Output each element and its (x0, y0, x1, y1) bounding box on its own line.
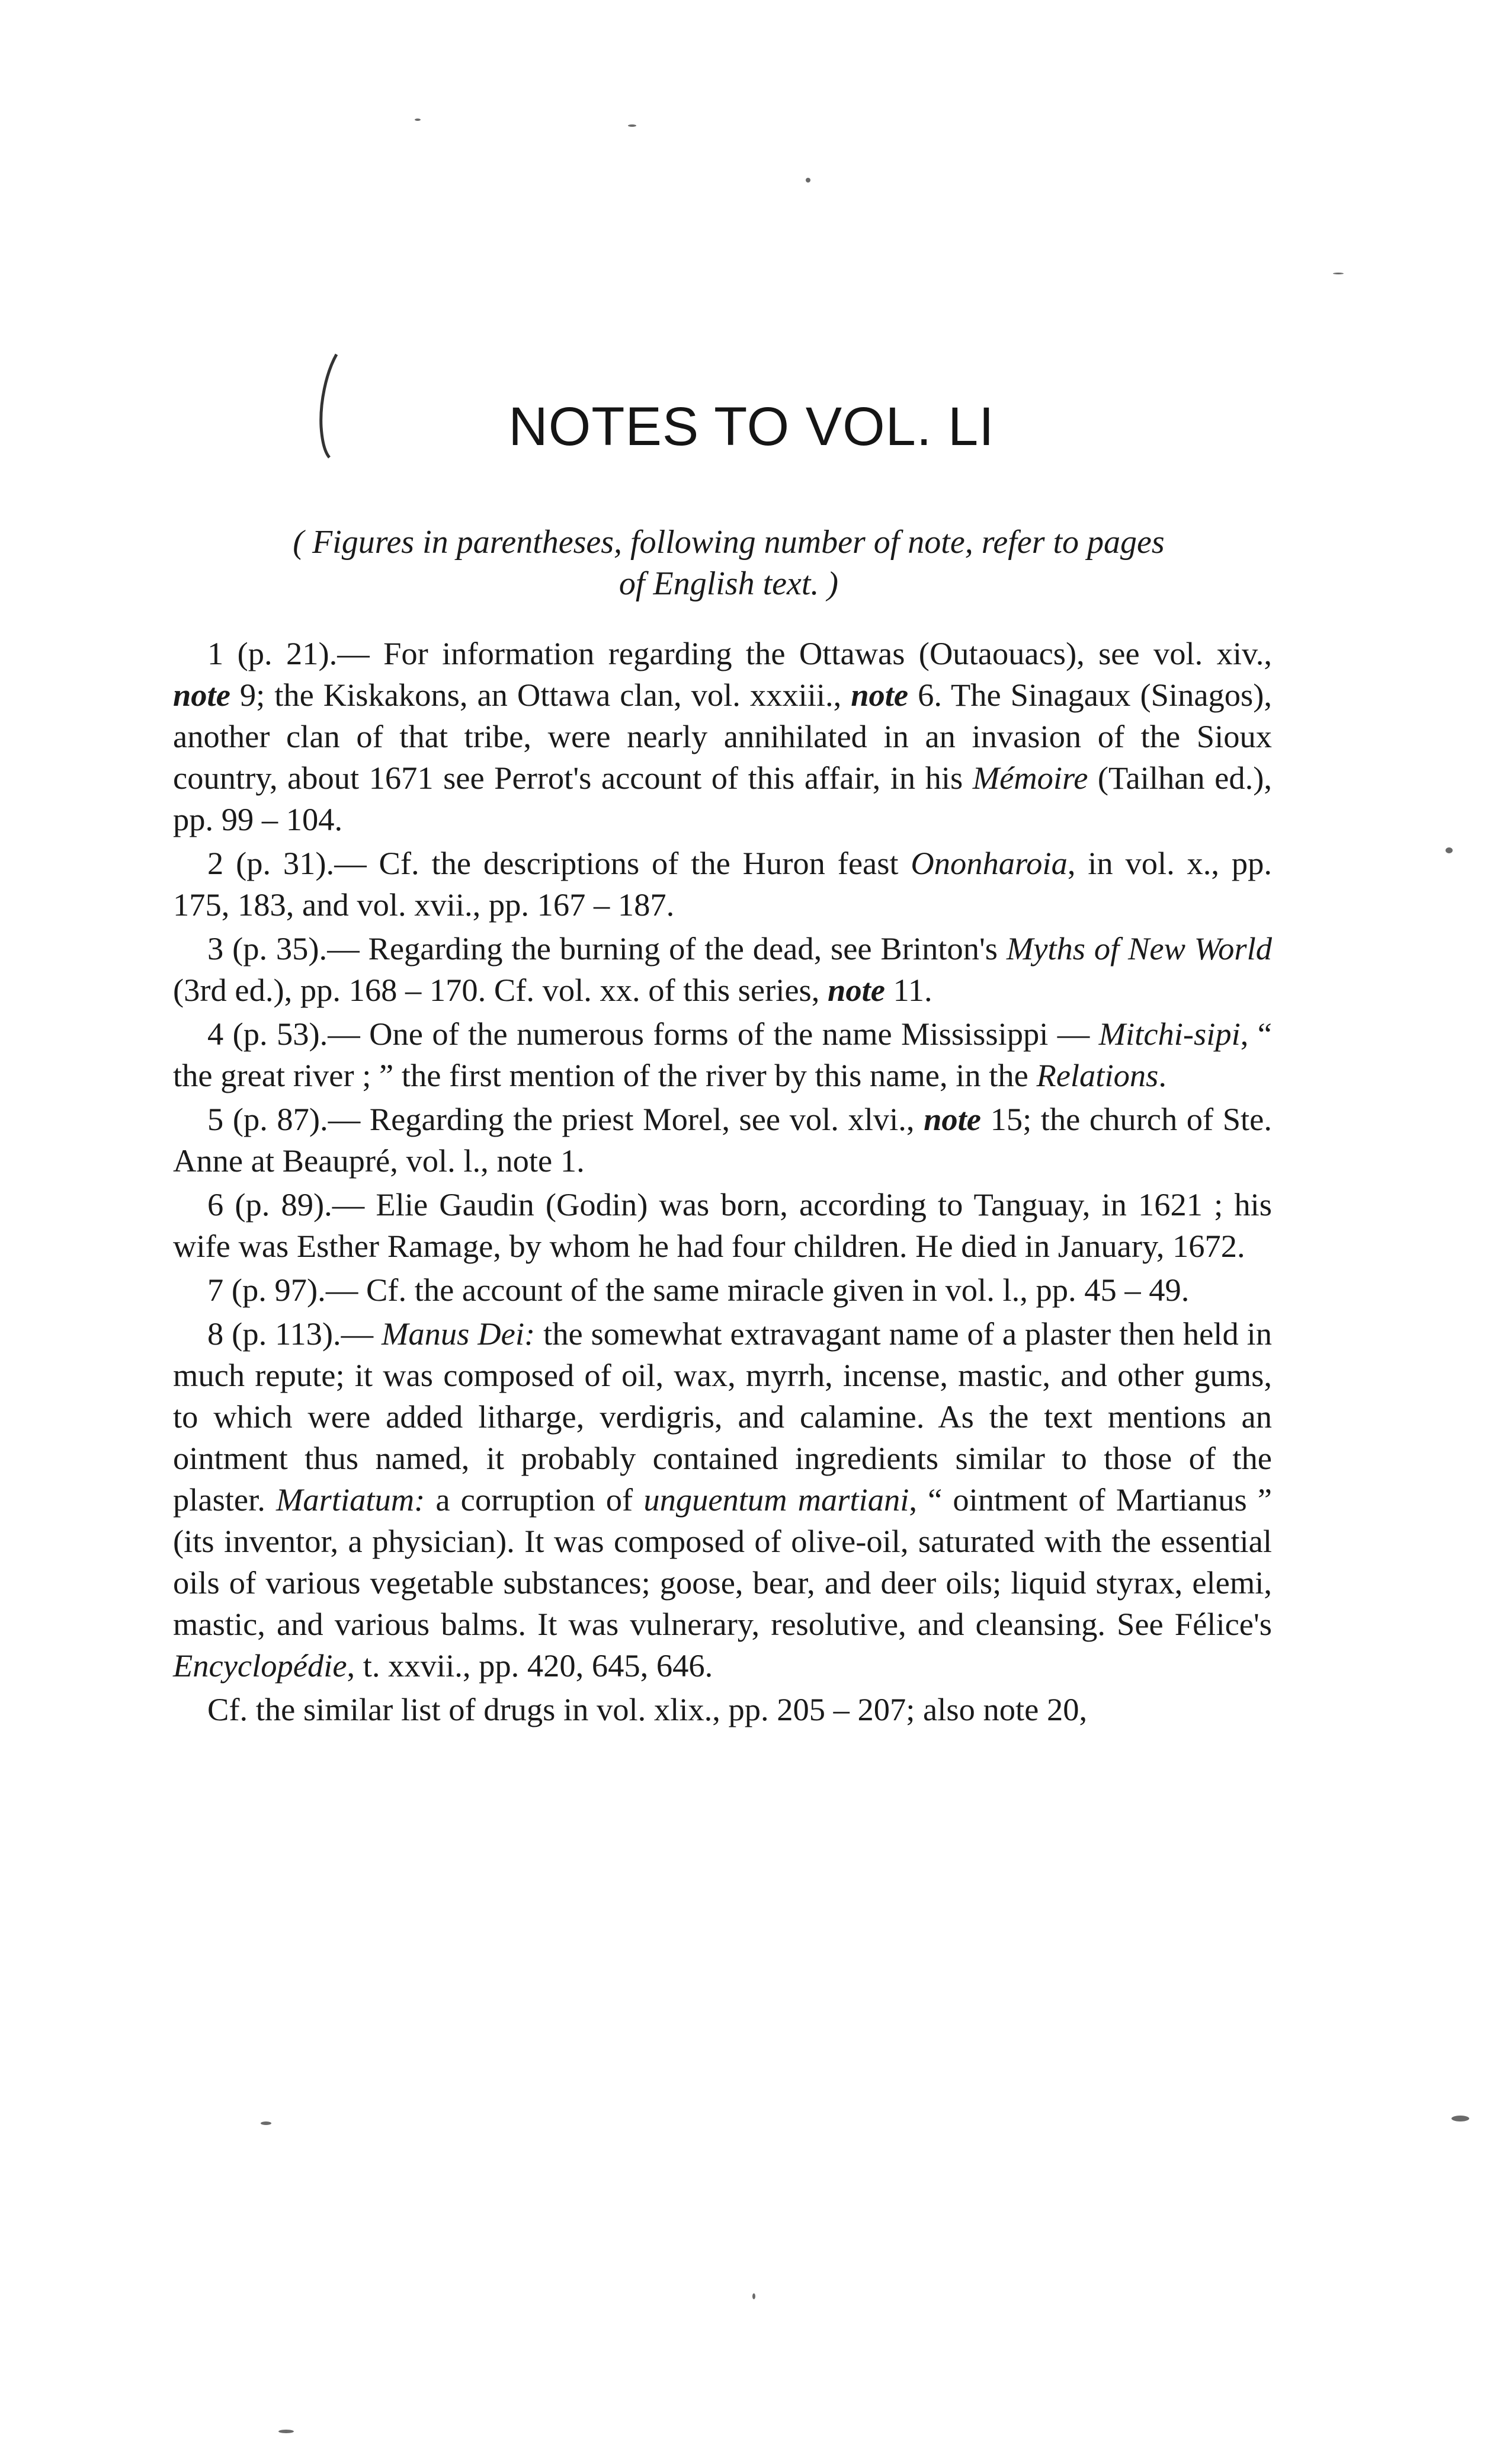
note-entry (173, 1184, 1272, 1267)
notes-body (173, 633, 1272, 1730)
scan-speck (261, 2121, 271, 2125)
note-entry (173, 1013, 1272, 1096)
scan-speck (278, 2430, 294, 2433)
subtitle-line: ( Figures in parentheses, following number of note, refer to pages (293, 524, 1165, 561)
italic-title: unguentum martiani (643, 1481, 909, 1518)
note-number: 8 (p. 113). (207, 1316, 341, 1352)
note-text: a corruption of (425, 1481, 644, 1518)
note-entry (173, 1313, 1272, 1687)
subtitle-line: of English text. ) (618, 565, 839, 602)
scan-speck (1451, 2116, 1469, 2121)
note-text: (3rd ed.), pp. 168 – 170. Cf. vol. xx. of this series, (173, 972, 828, 1008)
note-text: — (341, 1316, 382, 1352)
page-subtitle (172, 521, 1286, 604)
note-text: 6. The Sinagaux (Sinagos), another clan of that tribe, were nearly annihilated in an invasion of the Sioux country, about 1671 see Perrot's account of this affair, in his (173, 677, 1272, 796)
italic-title: Encyclopédie (173, 1647, 347, 1684)
note-label: note (983, 1691, 1039, 1727)
note-text: , t. xxvii., pp. 420, 645, 646. (347, 1647, 713, 1684)
scan-speck (1333, 273, 1344, 274)
scan-speck (806, 178, 810, 183)
note-text: — One of the numerous forms of the name Mississippi — (328, 1016, 1099, 1052)
scan-speck (1446, 847, 1453, 853)
note-text: 11. (885, 972, 932, 1008)
italic-title: Mitchi-sipi (1098, 1016, 1241, 1052)
note-text: — Elie Gaudin (Godin) was born, according to Tanguay, in 1621 ; his wife was Esther Ramage, by whom he had four children. He died in January, 1672. (173, 1186, 1272, 1264)
note-number: 4 (p. 53). (207, 1016, 328, 1052)
italic-title: Ononharoia (911, 845, 1068, 881)
note-number: 2 (p. 31). (207, 845, 335, 881)
italic-title: Mémoire (972, 760, 1088, 796)
note-text: the somewhat extravagant name of a plaster then held in much repute; it was composed of oil, wax, myrrh, incense, mastic, and other gums, to which were added litharge, verdigris, and calamine. As the text mentions an ointment thus named, it probably contained ingredients similar to those of the plaster. (173, 1316, 1272, 1518)
note-label: note (924, 1101, 981, 1137)
note-text: — Regarding the priest Morel, see vol. xlvi., (328, 1101, 924, 1137)
note-text: — Cf. the account of the same miracle given in vol. l., pp. 45 – 49. (325, 1272, 1190, 1308)
italic-title: Manus Dei: (382, 1316, 536, 1352)
note-entry (173, 633, 1272, 840)
note-text: 15; the church of Ste. Anne at Beaupré, vol. l., note 1. (173, 1101, 1272, 1179)
note-text: 20, (1039, 1691, 1088, 1727)
note-text: Cf. the similar list of drugs in vol. xlix., pp. 205 – 207; also (207, 1691, 983, 1727)
note-text: , “ the great river ; ” the first mention of the river by this name, in the (173, 1016, 1272, 1093)
note-label: note (828, 972, 885, 1008)
scan-speck (415, 119, 421, 121)
note-text: — Regarding the burning of the dead, see Brinton's (327, 930, 1007, 967)
note-text: . (1158, 1057, 1166, 1093)
note-entry (173, 928, 1272, 1011)
note-text: (Tailhan ed.), pp. 99 – 104. (173, 760, 1272, 837)
note-number: 1 (p. 21). (207, 635, 338, 671)
note-text: , “ ointment of Martianus ” (its inventor, a physician). It was composed of olive-oil, saturated with the essential oils of various vegetable substances; goose, bear, and deer oils; liquid styrax, elemi, mastic, and various balms. It was vulnerary, resolutive, and cleansing. See Félice's (173, 1481, 1272, 1642)
note-entry (173, 843, 1272, 926)
note-entry (173, 1269, 1272, 1311)
note-number: 6 (p. 89). (207, 1186, 332, 1223)
note-text: 9; the Kiskakons, an Ottawa clan, vol. xxxiii., (230, 677, 851, 713)
note-text: — Cf. the descriptions of the Huron feast (334, 845, 911, 881)
note-number: 7 (p. 97). (207, 1272, 326, 1308)
scan-speck (628, 124, 636, 127)
note-label: note (851, 677, 909, 713)
italic-title: Martiatum: (276, 1481, 425, 1518)
note-number: 3 (p. 35). (207, 930, 328, 967)
note-entry (173, 1099, 1272, 1182)
note-number: 5 (p. 87). (207, 1101, 328, 1137)
italic-title: Myths of New World (1006, 930, 1272, 967)
note-label: note (173, 677, 230, 713)
note-text: — For information regarding the Ottawas (Outaouacs), see vol. xiv., (337, 635, 1272, 671)
scan-speck (752, 2293, 755, 2299)
italic-title: Relations (1036, 1057, 1159, 1093)
page-title: NOTES TO VOL. LI (508, 396, 995, 457)
note-continuation (173, 1689, 1272, 1730)
note-text: , in vol. x., pp. 175, 183, and vol. xvii., pp. 167 – 187. (173, 845, 1272, 923)
